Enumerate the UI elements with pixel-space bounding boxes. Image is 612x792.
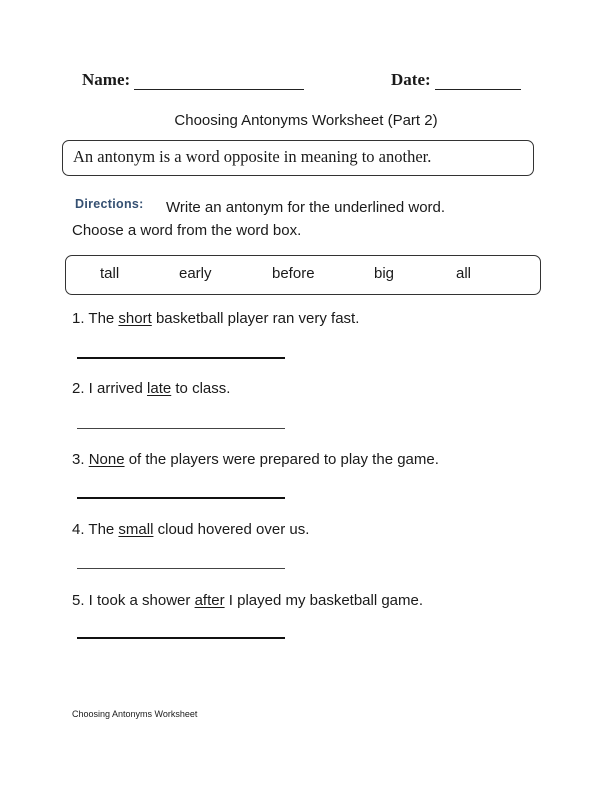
question-2: 2. I arrived late to class. bbox=[72, 380, 231, 397]
answer-line-4[interactable] bbox=[77, 568, 285, 569]
underlined-word: short bbox=[118, 310, 152, 327]
definition-text: An antonym is a word opposite in meaning to another. bbox=[73, 147, 432, 166]
underlined-word: small bbox=[118, 521, 154, 538]
directions-text: Write an antonym for the underlined word. bbox=[166, 199, 446, 216]
directions-label: Directions: bbox=[75, 197, 144, 211]
word-box-item: big bbox=[374, 265, 395, 282]
name-field-line[interactable] bbox=[134, 89, 304, 90]
underlined-word: late bbox=[147, 380, 172, 397]
underlined-word: after bbox=[194, 592, 225, 609]
name-label: Name: bbox=[82, 70, 131, 89]
worksheet-title: Choosing Antonyms Worksheet (Part 2) bbox=[174, 112, 438, 129]
answer-line-3[interactable] bbox=[77, 497, 285, 499]
underlined-word: None bbox=[88, 451, 125, 468]
answer-line-2[interactable] bbox=[77, 428, 285, 429]
answer-line-1[interactable] bbox=[77, 357, 285, 359]
date-label: Date: bbox=[391, 70, 431, 89]
definition-box bbox=[62, 140, 534, 176]
question-1: 1. The short basketball player ran very fast. bbox=[72, 310, 360, 327]
word-box-item: all bbox=[456, 265, 472, 282]
question-3: 3. None of the players were prepared to play the game. bbox=[72, 451, 439, 468]
word-box-item: before bbox=[272, 265, 315, 282]
footer-text: Choosing Antonyms Worksheet bbox=[72, 709, 198, 719]
directions-text-line2: Choose a word from the word box. bbox=[72, 222, 302, 239]
question-5: 5. I took a shower after I played my basketball game. bbox=[72, 592, 424, 609]
answer-line-5[interactable] bbox=[77, 637, 285, 639]
word-box-item: early bbox=[179, 265, 212, 282]
date-field-line[interactable] bbox=[435, 89, 521, 90]
word-box-item: tall bbox=[100, 265, 120, 282]
question-4: 4. The small cloud hovered over us. bbox=[72, 521, 310, 538]
